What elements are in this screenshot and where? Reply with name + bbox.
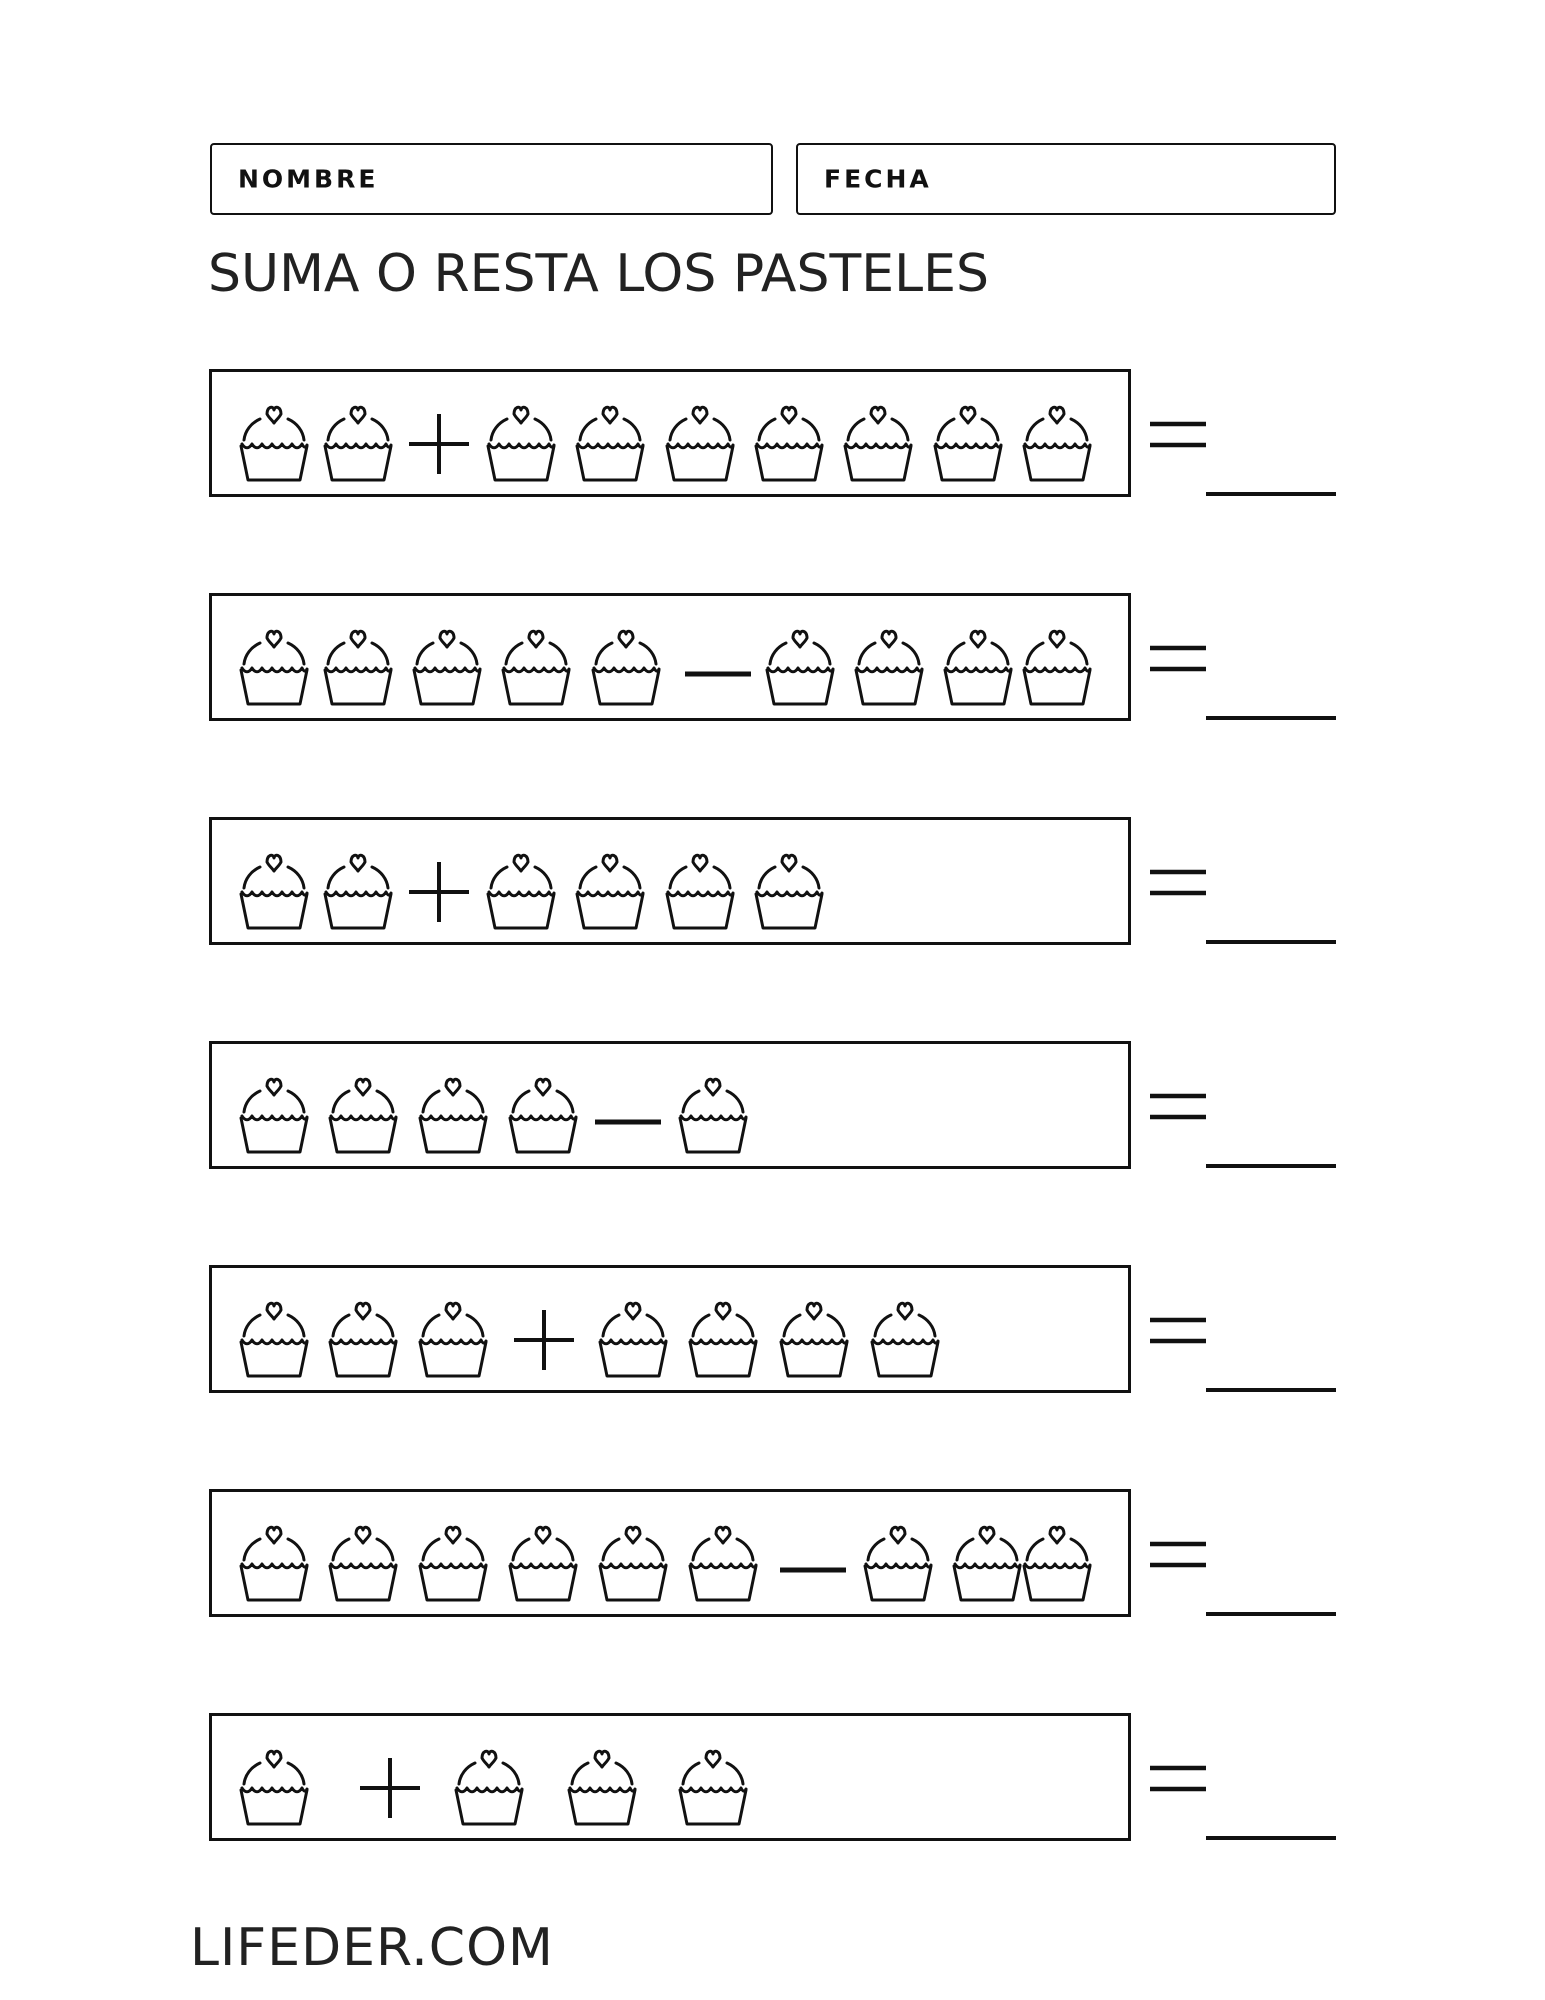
cupcake-icon <box>1012 612 1102 708</box>
cupcake-icon <box>860 1284 950 1380</box>
cupcake-icon <box>588 1284 678 1380</box>
equals-icon <box>1150 1092 1206 1122</box>
cupcake-icon <box>744 388 834 484</box>
cupcake-icon <box>229 1060 319 1156</box>
cupcake-icon <box>498 1508 588 1604</box>
problem-box <box>209 817 1131 945</box>
cupcake-icon <box>491 612 581 708</box>
cupcake-icon <box>668 1732 758 1828</box>
cupcake-icon <box>229 612 319 708</box>
problem-box <box>209 1713 1131 1841</box>
cupcake-icon <box>229 1508 319 1604</box>
cupcake-icon <box>668 1060 758 1156</box>
cupcake-icon <box>313 836 403 932</box>
minus-icon <box>673 612 763 708</box>
cupcake-icon <box>476 388 566 484</box>
minus-icon <box>768 1508 858 1604</box>
cupcake-icon <box>476 836 566 932</box>
equals-icon <box>1150 644 1206 674</box>
cupcake-icon <box>655 388 745 484</box>
worksheet-title: SUMA O RESTA LOS PASTELES <box>208 244 989 304</box>
answer-line[interactable] <box>1206 716 1336 720</box>
problem-box <box>209 1041 1131 1169</box>
answer-line[interactable] <box>1206 492 1336 496</box>
name-field[interactable] <box>210 143 773 215</box>
cupcake-icon <box>565 836 655 932</box>
cupcake-icon <box>229 388 319 484</box>
cupcake-icon <box>313 612 403 708</box>
cupcake-icon <box>408 1508 498 1604</box>
footer-brand: LIFEDER.COM <box>190 1918 554 1978</box>
equals-icon <box>1150 868 1206 898</box>
plus-icon <box>393 836 483 932</box>
cupcake-icon <box>444 1732 534 1828</box>
cupcake-icon <box>229 1284 319 1380</box>
name-field-label: NOMBRE <box>238 164 379 194</box>
plus-icon <box>498 1284 588 1380</box>
equals-icon <box>1150 1540 1206 1570</box>
cupcake-icon <box>588 1508 678 1604</box>
cupcake-icon <box>744 836 834 932</box>
equals-icon <box>1150 420 1206 450</box>
cupcake-icon <box>318 1060 408 1156</box>
answer-line[interactable] <box>1206 1612 1336 1616</box>
cupcake-icon <box>833 388 923 484</box>
date-field-label: FECHA <box>824 164 932 194</box>
cupcake-icon <box>581 612 671 708</box>
cupcake-icon <box>557 1732 647 1828</box>
answer-line[interactable] <box>1206 1836 1336 1840</box>
cupcake-icon <box>1012 388 1102 484</box>
date-field[interactable] <box>796 143 1336 215</box>
cupcake-icon <box>229 836 319 932</box>
cupcake-icon <box>408 1284 498 1380</box>
cupcake-icon <box>408 1060 498 1156</box>
problem-box <box>209 369 1131 497</box>
cupcake-icon <box>318 1284 408 1380</box>
cupcake-icon <box>933 612 1023 708</box>
cupcake-icon <box>923 388 1013 484</box>
equals-icon <box>1150 1316 1206 1346</box>
equals-icon <box>1150 1764 1206 1794</box>
answer-line[interactable] <box>1206 1164 1336 1168</box>
cupcake-icon <box>655 836 745 932</box>
cupcake-icon <box>313 388 403 484</box>
cupcake-icon <box>678 1508 768 1604</box>
cupcake-icon <box>755 612 845 708</box>
cupcake-icon <box>402 612 492 708</box>
plus-icon <box>344 1732 434 1828</box>
plus-icon <box>393 388 483 484</box>
minus-icon <box>583 1060 673 1156</box>
cupcake-icon <box>844 612 934 708</box>
cupcake-icon <box>498 1060 588 1156</box>
cupcake-icon <box>678 1284 768 1380</box>
answer-line[interactable] <box>1206 940 1336 944</box>
problem-box <box>209 1489 1131 1617</box>
cupcake-icon <box>229 1732 319 1828</box>
cupcake-icon <box>769 1284 859 1380</box>
cupcake-icon <box>1012 1508 1102 1604</box>
answer-line[interactable] <box>1206 1388 1336 1392</box>
cupcake-icon <box>565 388 655 484</box>
cupcake-icon <box>853 1508 943 1604</box>
problem-box <box>209 1265 1131 1393</box>
cupcake-icon <box>318 1508 408 1604</box>
problem-box <box>209 593 1131 721</box>
